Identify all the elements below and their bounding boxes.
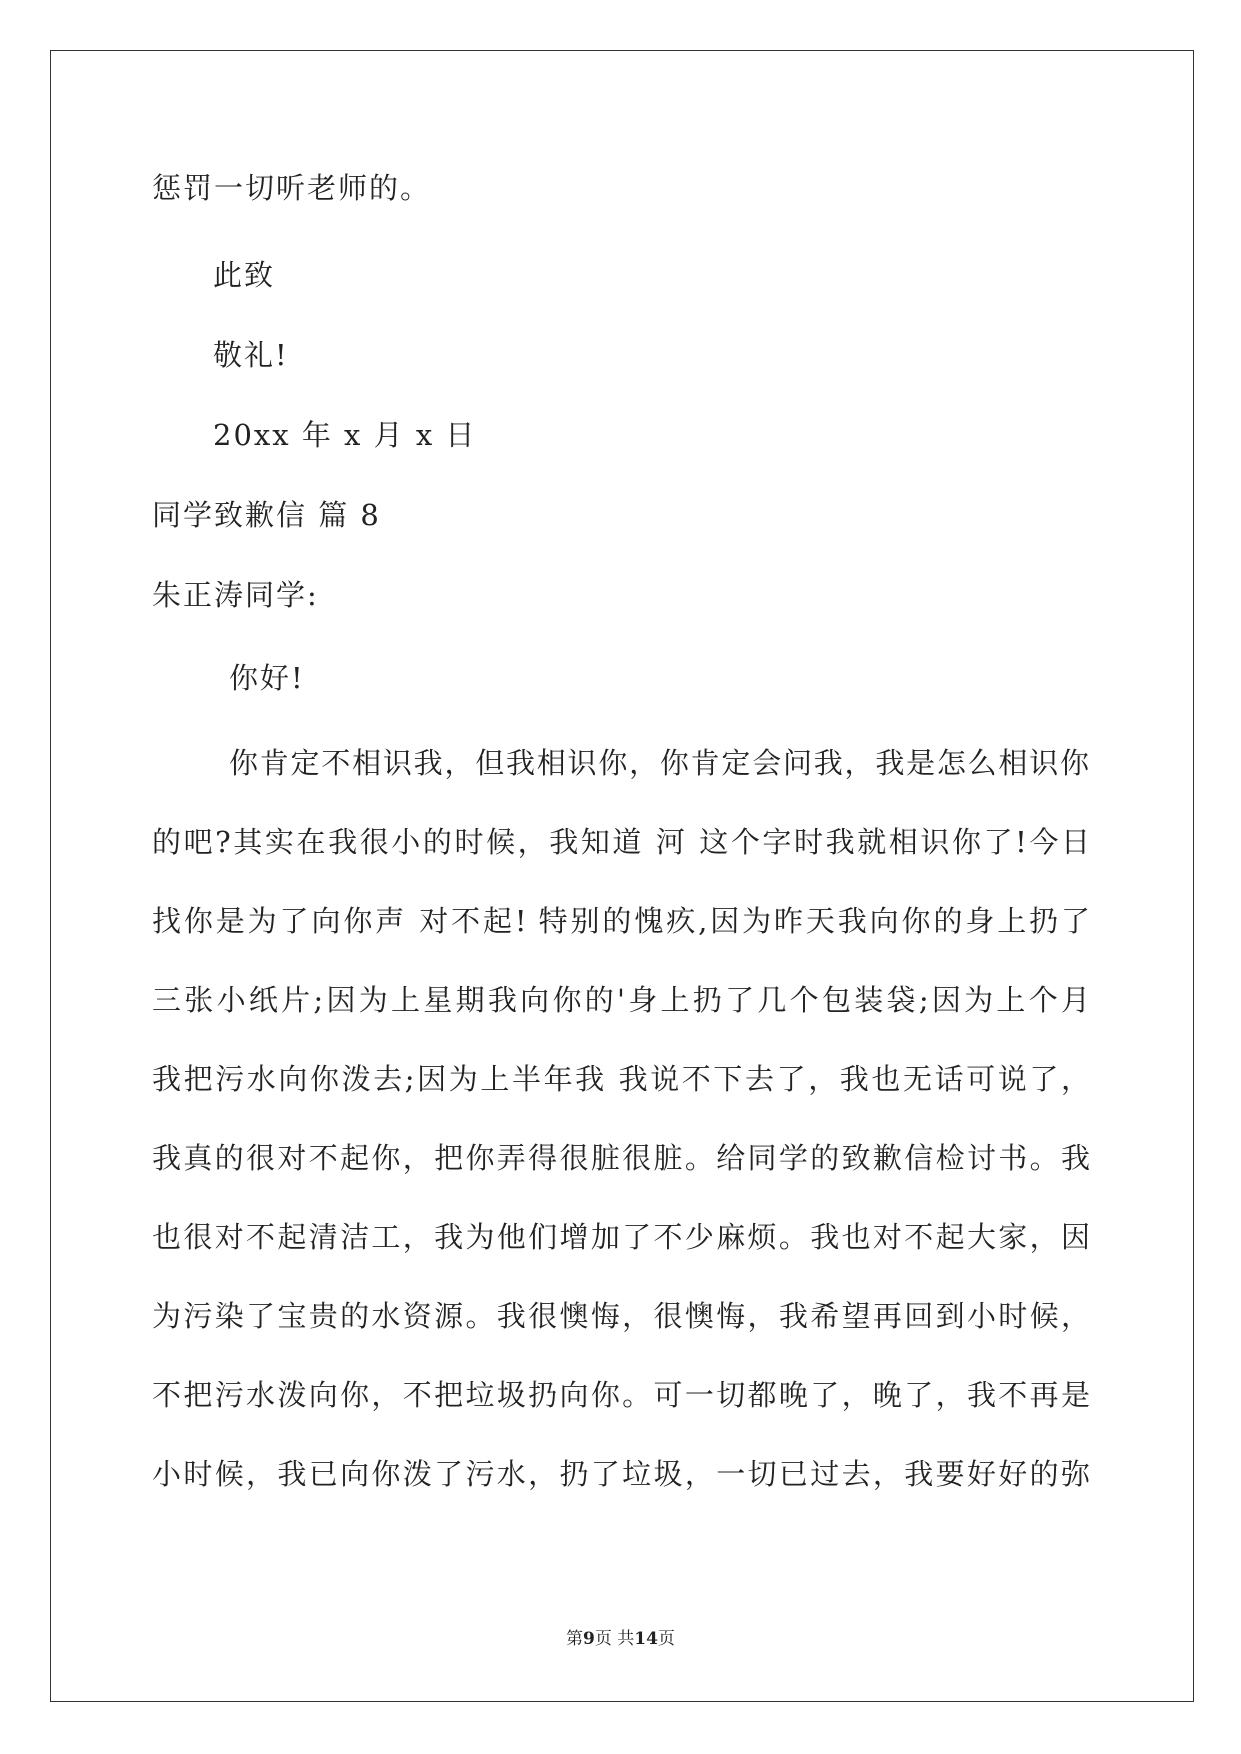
paragraph-line-10: 小时候，我已向你泼了污水，扔了垃圾，一切已过去，我要好好的弥 — [152, 1457, 1090, 1491]
paragraph-line-1: 你肯定不相识我，但我相识你，你肯定会问我，我是怎么相识你 — [229, 746, 1089, 780]
page-footer — [0, 1628, 1241, 1650]
letter-date: 20xx 年 x 月 x 日 — [213, 418, 477, 452]
paragraph-line-2: 的吧?其实在我很小的时候，我知道 河 这个字时我就相识你了!今日 — [152, 825, 1090, 859]
paragraph-line-4: 三张小纸片;因为上星期我向你的'身上扔了几个包装袋;因为上个月 — [152, 983, 1090, 1017]
paragraph-line-5: 我把污水向你泼去;因为上半年我 我说不下去了，我也无话可说了， — [152, 1062, 1090, 1096]
paragraph-line-7: 也很对不起清洁工，我为他们增加了不少麻烦。我也对不起大家，因 — [152, 1220, 1090, 1254]
closing-salutation: 此致 — [213, 258, 276, 292]
total-page-number: 14 — [634, 1629, 658, 1649]
section-heading: 同学致歉信 篇 8 — [152, 498, 381, 532]
letter-recipient: 朱正涛同学: — [152, 578, 319, 612]
paragraph-line-9: 不把污水泼向你，不把垃圾扔向你。可一切都晚了，晚了，我不再是 — [152, 1378, 1090, 1412]
current-page-number: 9 — [583, 1629, 595, 1649]
paragraph-line-8: 为污染了宝贵的水资源。我很懊悔，很懊悔，我希望再回到小时候， — [152, 1299, 1090, 1333]
page-prefix: 第 — [566, 1629, 584, 1649]
paragraph-line-6: 我真的很对不起你，把你弄得很脏很脏。给同学的致歉信检讨书。我 — [152, 1141, 1090, 1175]
text-line-1: 惩罚一切听老师的。 — [152, 171, 432, 205]
paragraph-line-3: 找你是为了向你声 对不起! 特别的愧疚,因为昨天我向你的身上扔了 — [152, 904, 1090, 938]
letter-greeting: 你好! — [229, 661, 305, 695]
closing-regards: 敬礼! — [213, 338, 289, 372]
page-suffix: 页 — [657, 1629, 675, 1649]
page-mid: 页 共 — [594, 1629, 635, 1649]
